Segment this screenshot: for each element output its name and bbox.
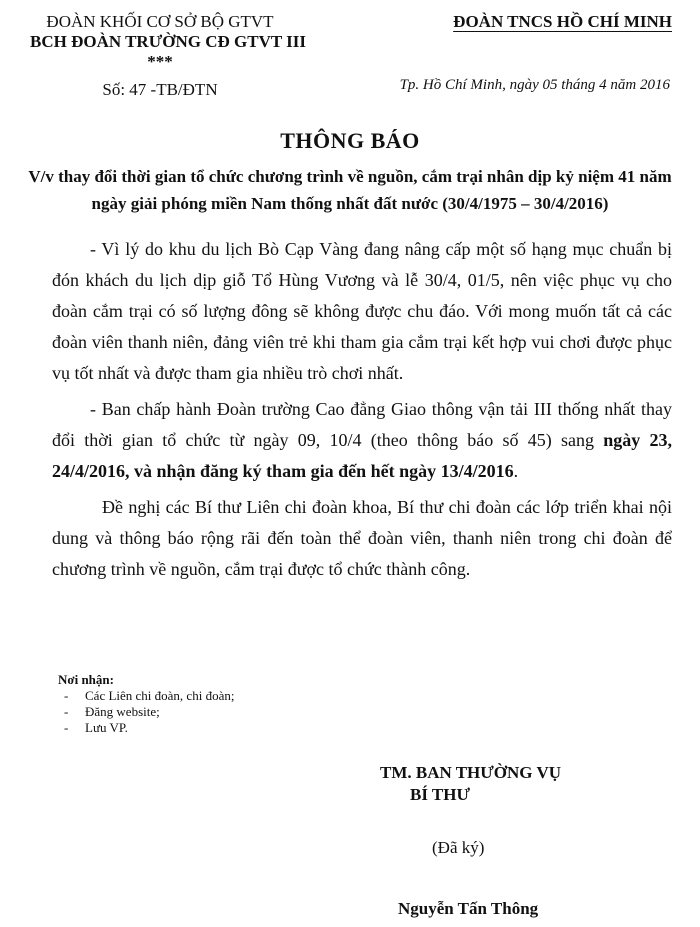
recipients-block — [58, 672, 234, 736]
separator-stars: *** — [147, 52, 173, 71]
signer-role: BÍ THƯ — [410, 785, 470, 804]
recipients-heading: Nơi nhận: — [58, 672, 114, 687]
recipient-item: - Đăng website; — [58, 704, 234, 720]
document-title: THÔNG BÁO — [280, 128, 420, 153]
place-date: Tp. Hồ Chí Minh, ngày 05 tháng 4 năm 2016 — [399, 77, 670, 93]
document-subject: V/v thay đổi thời gian tổ chức chương trình về nguồn, cắm trại nhân dịp kỷ niệm 41 năm ngày giải phóng miền Nam thống nhất đất nước (30/4/1975 – 30/4/2016) — [28, 167, 672, 213]
body-paragraph-3: Đề nghị các Bí thư Liên chi đoàn khoa, Bí thư chi đoàn các lớp triển khai nội dung và thông báo rộng rãi đến toàn thể đoàn viên, thanh niên trong chi đoàn để chương trình về nguồn, cắm trại được tổ chức thành công. — [52, 497, 672, 579]
paragraph-2-text: - Ban chấp hành Đoàn trường Cao đẳng Giao thông vận tải III thống nhất thay đổi thời gian tổ chức từ ngày 09, 10/4 (theo thông báo số 45) sang — [52, 399, 672, 450]
recipient-item: - Các Liên chi đoàn, chi đoàn; — [58, 688, 234, 704]
document-number: Số: 47 -TB/ĐTN — [102, 80, 218, 99]
document-body — [52, 234, 672, 590]
paragraph-2-end: . — [513, 461, 519, 481]
signature-block — [380, 762, 620, 806]
issuer-committee: BCH ĐOÀN TRƯỜNG CĐ GTVT III — [30, 32, 306, 51]
body-paragraph-1: - Vì lý do khu du lịch Bò Cạp Vàng đang nâng cấp một số hạng mục chuẩn bị đón khách du lịch dịp giỗ Tổ Hùng Vương và lễ 30/4, 01/5, nên việc phục vụ cho đoàn cắm trại có số lượng đông sẽ không được chu đáo. Với mong muốn tất cả các đoàn viên thanh niên, đảng viên trẻ khi tham gia cắm trại kết hợp vui chơi được phục vụ tốt nhất và được tham gia nhiều trò chơi nhất. — [52, 239, 672, 383]
recipient-item: - Lưu VP. — [58, 720, 234, 736]
issuer-org: ĐOÀN KHỐI CƠ SỞ BỘ GTVT — [46, 12, 274, 31]
recipients-list — [58, 688, 234, 736]
issuer-block — [30, 12, 306, 100]
new-dates-highlight: ngày 23, 24/4/2016, và nhận đăng ký tham gia đến hết ngày 13/4/2016 — [52, 430, 672, 481]
national-org-heading: ĐOÀN TNCS HỒ CHÍ MINH — [453, 12, 672, 31]
signer-name: Nguyễn Tấn Thông — [398, 899, 539, 918]
on-behalf-label: TM. BAN THƯỜNG VỤ — [380, 763, 562, 782]
signed-note: (Đã ký) — [432, 838, 485, 857]
body-paragraph-2 — [52, 394, 672, 487]
